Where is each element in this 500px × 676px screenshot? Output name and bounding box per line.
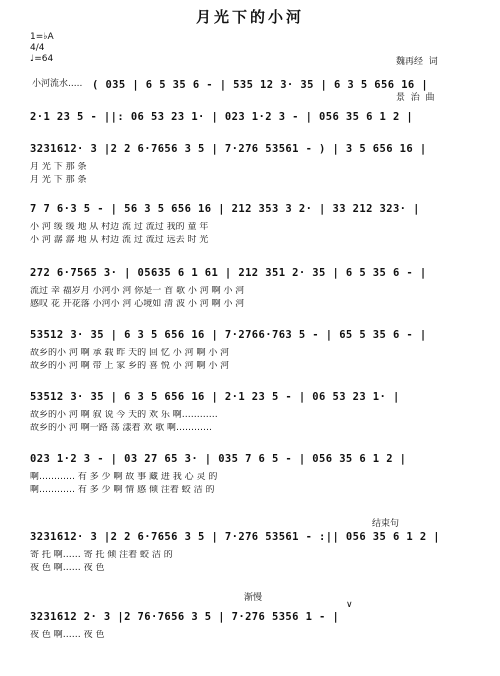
composer: 景 治 曲 (396, 93, 435, 103)
lyric-line: 啊………… 有 多 少 啊 情 感 倾 注着 蛟 洁 的 (30, 485, 215, 495)
notation-line: 53512 3· 35 | 6 3 5 656 16 | 7·2766·763 5 - | 65 5 35 6 - | (30, 329, 427, 341)
notation-line: 3231612· 3 |2 2 6·7656 3 5 | 7·276 53561 - ) | 3 5 656 16 | (30, 143, 427, 155)
notation-line: ( 035 | 6 5 35 6 - | 535 12 3· 35 | 6 3 5 656 16 | (92, 79, 429, 91)
lyric-line: 流过 幸 福岁月 小河小 河 你是一 首 歌 小 河 啊 小 河 (30, 286, 245, 296)
fermata-marking: ∨ (346, 600, 353, 610)
key-info (30, 32, 54, 65)
lyric-line: 啊………… 有 多 少 啊 故 事 藏 进 我 心 灵 的 (30, 472, 218, 482)
lyric-line: 月 光 下 那 条 (30, 162, 87, 172)
notation-line: 3231612 2· 3 |2 76·7656 3 5 | 7·276 5356 1 - | (30, 611, 340, 623)
notation-line: 7 7 6·3 5 - | 56 3 5 656 16 | 212 353 3 2· | 33 212 323· | (30, 203, 420, 215)
notation-line: 2·1 23 5 - ||: 06 53 23 1· | 023 1·2 3 - | 056 35 6 1 2 | (30, 111, 414, 123)
key-signature: 1=♭A (30, 32, 54, 42)
lyric-line: 夜 色 啊…… 夜 色 (30, 563, 105, 573)
lyric-line: 故乡的小 河 啊 承 载 昨 天的 回 忆 小 河 啊 小 河 (30, 348, 230, 358)
credits (396, 32, 438, 116)
notation-line: 3231612· 3 |2 2 6·7656 3 5 | 7·276 53561 - :|| 056 35 6 1 2 | (30, 531, 441, 543)
lyric-line: 小 河 缓 缓 地 从 村边 流 过 流过 我的 童 年 (30, 222, 209, 232)
lyric-line: 寄 托 啊…… 寄 托 倾 注着 蛟 洁 的 (30, 550, 173, 560)
ending-marking: 结束句 (372, 519, 400, 529)
prelude-marking: 小河流水..... (32, 79, 83, 89)
lyricist: 魏再经 词 (396, 57, 438, 67)
lyric-line: 故乡的小 河 啊 带 上 家 乡的 喜 悦 小 河 啊 小 河 (30, 361, 230, 371)
lyric-line: 夜 色 啊…… 夜 色 (30, 630, 105, 640)
lyric-line: 故乡的小 河 啊一路 荡 漾着 欢 歌 啊………… (30, 423, 213, 433)
time-signature: 4/4 (30, 43, 45, 53)
notation-line: 272 6·7565 3· | 05635 6 1 61 | 212 351 2· 35 | 6 5 35 6 - | (30, 267, 427, 279)
lyric-line: 月 光 下 那 条 (30, 175, 87, 185)
page-title: 月光下的小河 (195, 8, 304, 26)
notation-line: 023 1·2 3 - | 03 27 65 3· | 035 7 6 5 - | 056 35 6 1 2 | (30, 453, 407, 465)
lyric-line: 故乡的小 河 啊 叙 说 今 天的 欢 乐 啊………… (30, 410, 218, 420)
lyric-line: 感叹 花 开花落 小河小 河 心境如 清 波 小 河 啊 小 河 (30, 299, 245, 309)
ritardando-marking: 渐慢 (244, 593, 263, 603)
lyric-line: 小 河 潺 潺 地 从 村边 流 过 流过 远去 时 光 (30, 235, 209, 245)
notation-line: 53512 3· 35 | 6 3 5 656 16 | 2·1 23 5 - | 06 53 23 1· | (30, 391, 400, 403)
tempo-marking: ♩=64 (30, 54, 54, 64)
